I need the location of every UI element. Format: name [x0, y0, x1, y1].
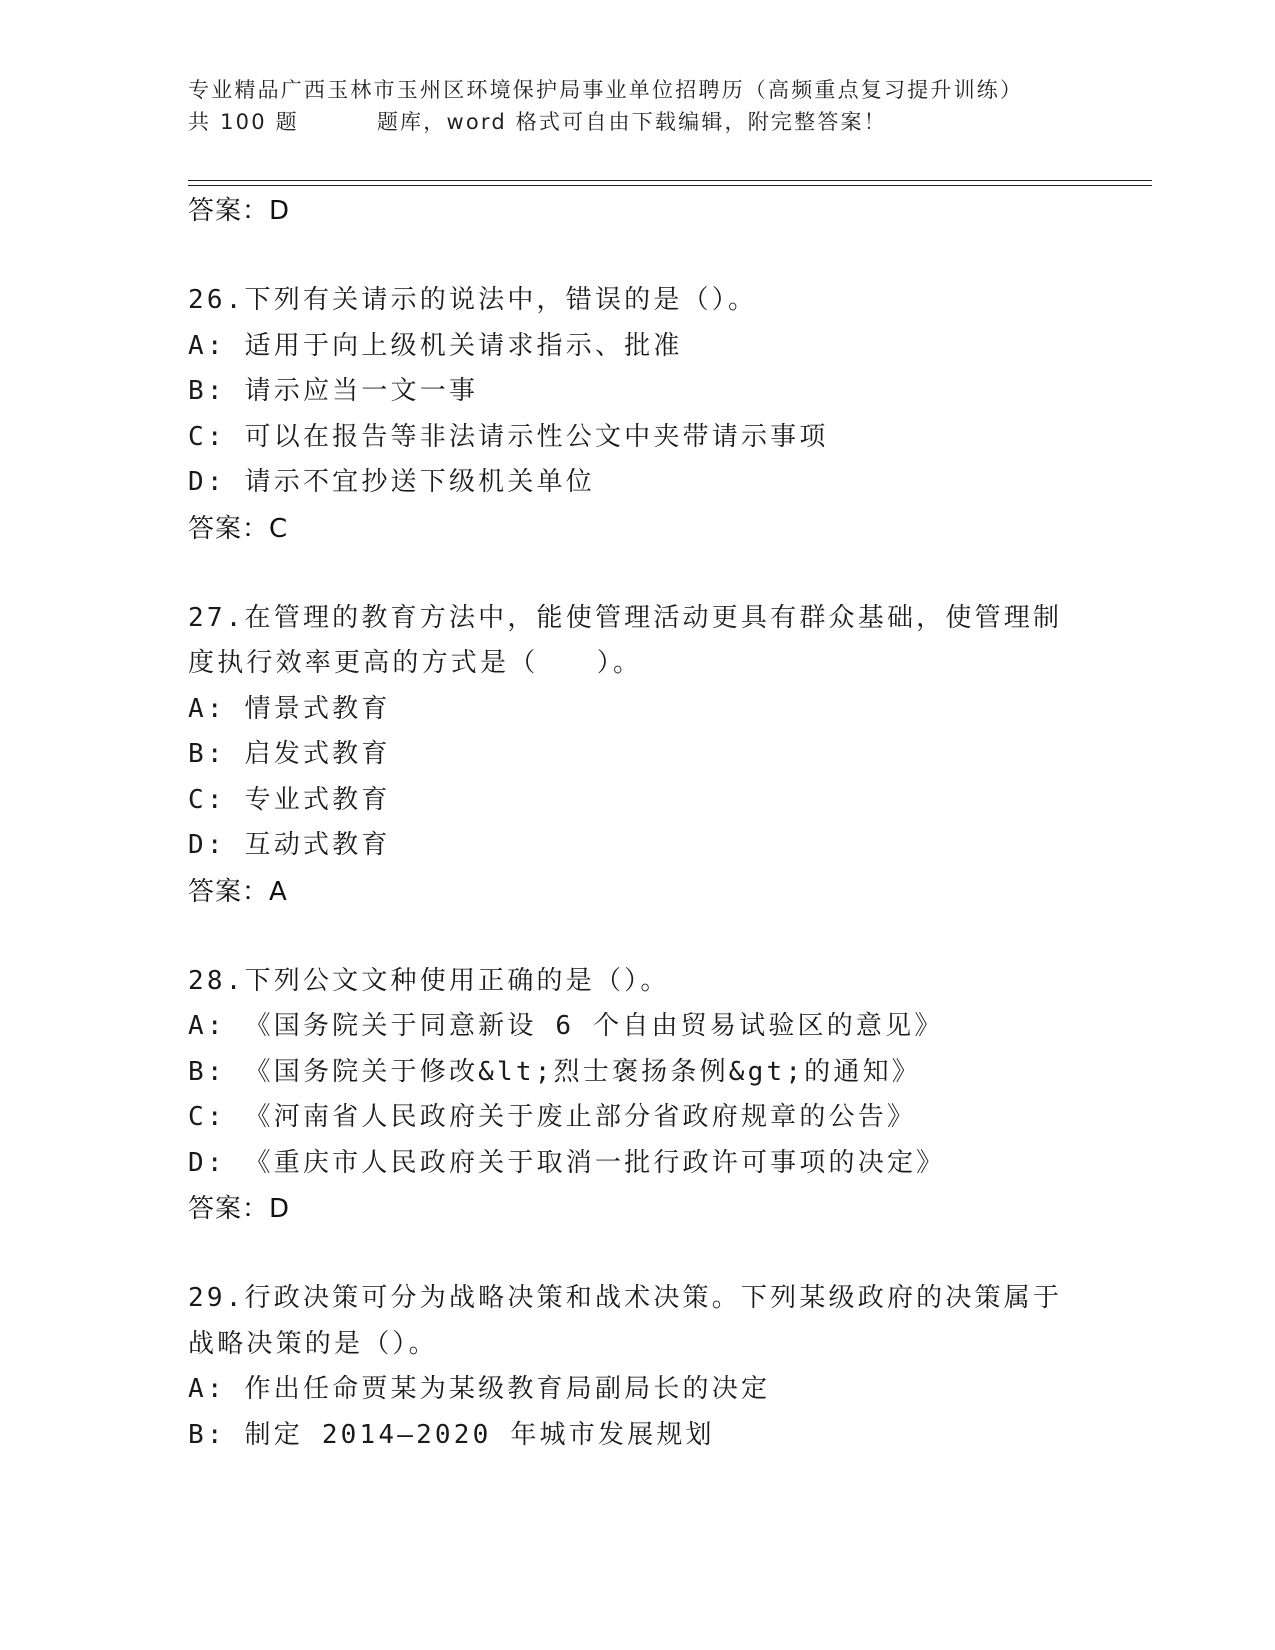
option-b: B: 《国务院关于修改&lt;烈士褒扬条例&gt;的通知》	[188, 1056, 921, 1087]
option-b: B: 启发式教育	[188, 739, 391, 769]
option-c: C: 《河南省人民政府关于废止部分省政府规章的公告》	[188, 1102, 917, 1132]
option-a: A: 《国务院关于同意新设 6 个自由贸易试验区的意见》	[188, 1011, 944, 1041]
option-b: B: 制定 2014—2020 年城市发展规划	[188, 1419, 715, 1450]
answer-line: 答案：D	[188, 1194, 291, 1224]
option-a: A: 作出任命贾某为某级教育局副局长的决定	[188, 1374, 771, 1404]
option-d: D: 互动式教育	[188, 830, 391, 860]
option-b: B: 请示应当一文一事	[188, 376, 479, 406]
question-count: 共 100 题	[188, 110, 299, 134]
option-c: C: 专业式教育	[188, 784, 391, 815]
option-c: C: 可以在报告等非法请示性公文中夹带请示事项	[188, 421, 829, 452]
question-27	[188, 596, 1148, 915]
header-title-line: 专业精品广西玉林市玉州区环境保护局事业单位招聘历（高频重点复习提升训练）	[188, 78, 1024, 102]
question-26	[188, 278, 1148, 552]
document-body	[188, 188, 1148, 1458]
question-stem: 29.行政决策可分为战略决策和战术决策。下列某级政府的决策属于战略决策的是（）。	[188, 1283, 1063, 1359]
question-stem: 27.在管理的教育方法中，能使管理活动更具有群众基础，使管理制度执行效率更高的方式是（ ）。	[188, 602, 1063, 678]
option-a: A: 适用于向上级机关请求指示、批准	[188, 330, 683, 361]
question-stem: 26.下列有关请示的说法中，错误的是（）。	[188, 285, 758, 315]
header-divider-top	[188, 180, 1152, 181]
answer-line: 答案：D	[188, 196, 291, 226]
header-divider-bottom	[188, 185, 1152, 186]
question-stem: 28.下列公文文种使用正确的是（）。	[188, 965, 670, 996]
answer-line: 答案：C	[188, 513, 289, 544]
header-description: 题库，word 格式可自由下载编辑，附完整答案！	[376, 110, 887, 134]
question-29	[188, 1276, 1148, 1458]
option-d: D: 《重庆市人民政府关于取消一批行政许可事项的决定》	[188, 1147, 946, 1178]
document-header	[188, 74, 1088, 138]
option-d: D: 请示不宜抄送下级机关单位	[188, 467, 595, 497]
header-subtitle-line	[188, 106, 1088, 138]
option-a: A: 情景式教育	[188, 693, 391, 724]
question-28	[188, 959, 1148, 1233]
answer-line: 答案：A	[188, 876, 288, 907]
